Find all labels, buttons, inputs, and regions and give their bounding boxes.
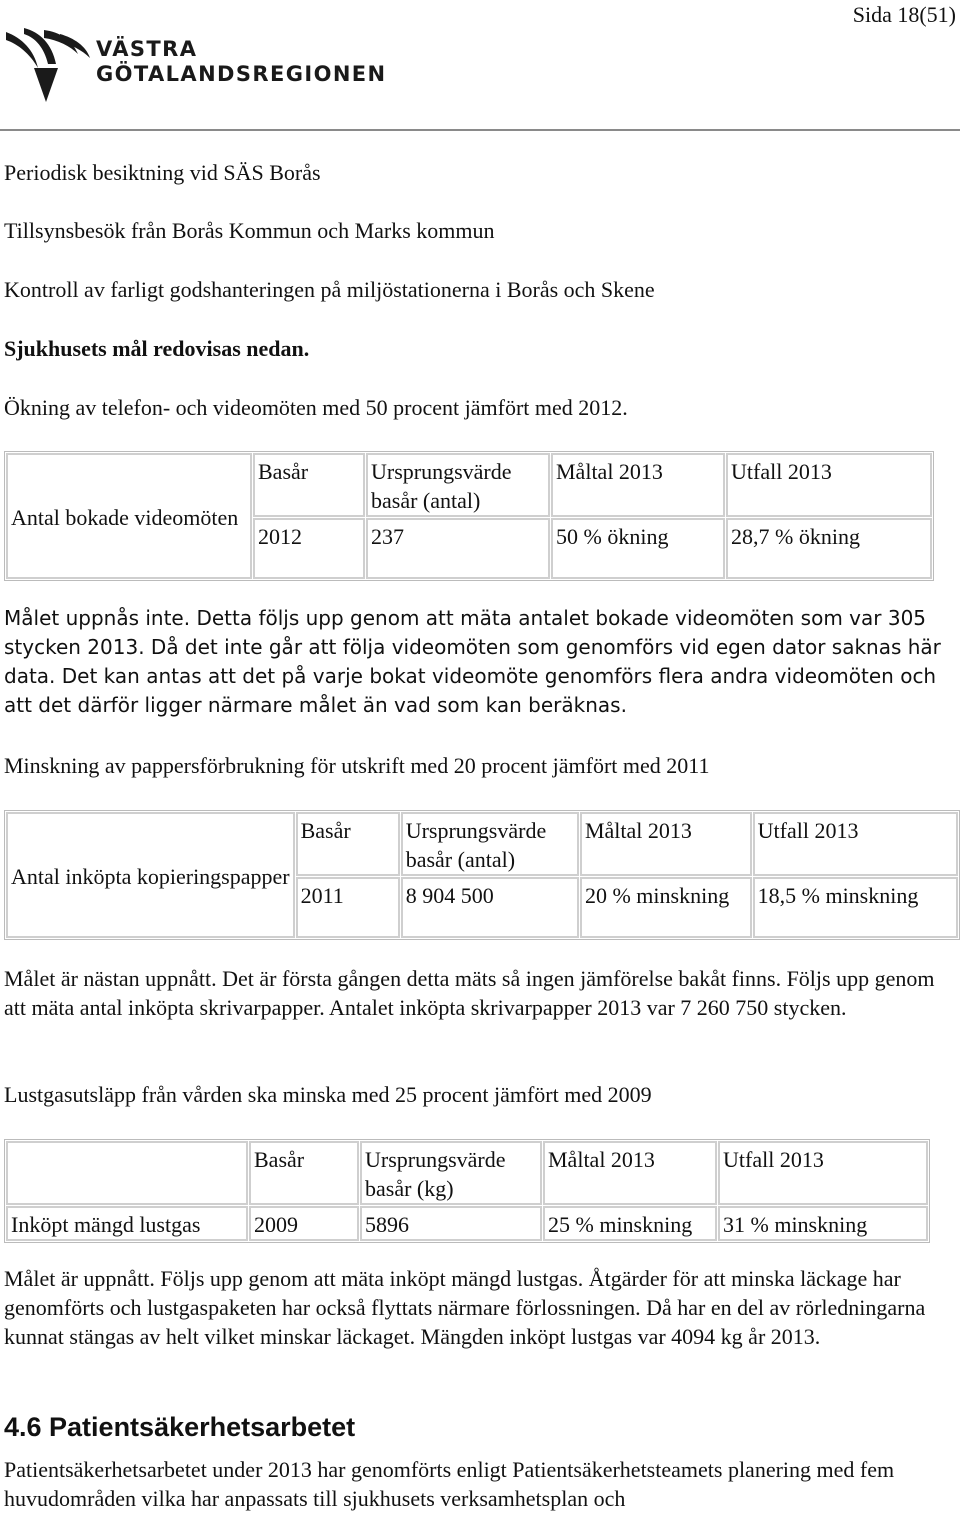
table-cell: 8 904 500	[401, 877, 579, 938]
table-cell: 5896	[360, 1206, 542, 1241]
section2-text: Målet är nästan uppnått. Det är första gången detta mäts så ingen jämförelse bakåt finns. Följs upp genom att mäta antal inköpta skrivarpapper. Antalet inköpta skrivarpapper 2013 var 7 260 750 stycken.	[4, 966, 935, 1020]
table-header: Måltal 2013	[551, 453, 725, 517]
table-header: Måltal 2013	[580, 812, 752, 876]
logo-line-2: GÖTALANDSREGIONEN	[96, 62, 387, 86]
table-cell: 237	[366, 518, 550, 579]
table-empty-cell	[6, 1141, 248, 1205]
section1-text: Målet uppnås inte. Detta följs upp genom att mäta antalet bokade videomöten som var 305 stycken 2013. Då det inte går att följa videomöten som genomförs vid egen dator saknas här data. Det kan antas att det på varje bokat videomöte genomförs flera andra videomöten och att det därför ligger närmare målet än vad som kan beräknas.	[4, 606, 941, 717]
table-header: Måltal 2013	[543, 1141, 717, 1205]
table-cell: 18,5 % minskning	[753, 877, 958, 938]
videomoten-table	[4, 451, 934, 581]
kopieringspapper-table	[4, 810, 960, 940]
table-cell: 2011	[296, 877, 400, 938]
table-header: Utfall 2013	[726, 453, 932, 517]
table-cell: 20 % minskning	[580, 877, 752, 938]
section1-title: Ökning av telefon- och videomöten med 50 procent jämfört med 2012.	[4, 395, 628, 420]
header-divider	[0, 129, 960, 131]
table-cell: 31 % minskning	[718, 1206, 928, 1241]
table-header: Basår	[253, 453, 365, 517]
table-header: Basår	[249, 1141, 359, 1205]
organization-logo	[4, 24, 387, 104]
table-header: Basår	[296, 812, 400, 876]
table-header: Utfall 2013	[718, 1141, 928, 1205]
table-cell: 28,7 % ökning	[726, 518, 932, 579]
section4-text: Patientsäkerhetsarbetet under 2013 har genomförts enligt Patientsäkerhetsteamets planering med fem huvudområden vilka har anpassats till sjukhusets verksamhetsplan och	[4, 1457, 895, 1511]
table-cell: 2012	[253, 518, 365, 579]
section2-title: Minskning av pappersförbrukning för utskrift med 20 procent jämfört med 2011	[4, 753, 710, 778]
table-cell: 50 % ökning	[551, 518, 725, 579]
table-header: Ursprungsvärde basår (antal)	[366, 453, 550, 517]
section-heading-4-6: 4.6 Patientsäkerhetsarbetet	[4, 1412, 356, 1442]
table-cell: 25 % minskning	[543, 1206, 717, 1241]
section3-text: Målet är uppnått. Följs upp genom att mäta inköpt mängd lustgas. Åtgärder för att minska läckage har genomförts och lustgaspaketen har också flyttats närmare förlossningen. Då har en del av rörledningarna kunnat stängas av helt vilket minskar läckaget. Mängden inköpt lustgas var 4094 kg år 2013.	[4, 1266, 926, 1349]
intro-line-1: Periodisk besiktning vid SÄS Borås	[4, 160, 321, 185]
table-header: Utfall 2013	[753, 812, 958, 876]
logo-emblem-icon	[4, 24, 94, 104]
intro-line-2: Tillsynsbesök från Borås Kommun och Marks kommun	[4, 218, 495, 243]
logo-line-1: VÄSTRA	[96, 37, 198, 61]
page-number: Sida 18(51)	[852, 2, 956, 27]
table-header: Ursprungsvärde basår (kg)	[360, 1141, 542, 1205]
table-row-label: Inköpt mängd lustgas	[6, 1206, 248, 1241]
logo-wordmark	[96, 37, 387, 87]
table-cell: 2009	[249, 1206, 359, 1241]
section3-title: Lustgasutsläpp från vården ska minska med 25 procent jämfört med 2009	[4, 1082, 652, 1107]
lustgas-table	[4, 1139, 930, 1243]
intro-line-3: Kontroll av farligt godshanteringen på miljöstationerna i Borås och Skene	[4, 277, 655, 302]
table-header: Ursprungsvärde basår (antal)	[401, 812, 579, 876]
table-row-label: Antal bokade videomöten	[6, 453, 252, 579]
goals-heading: Sjukhusets mål redovisas nedan.	[4, 336, 310, 361]
table-row-label: Antal inköpta kopieringspapper	[6, 812, 295, 938]
